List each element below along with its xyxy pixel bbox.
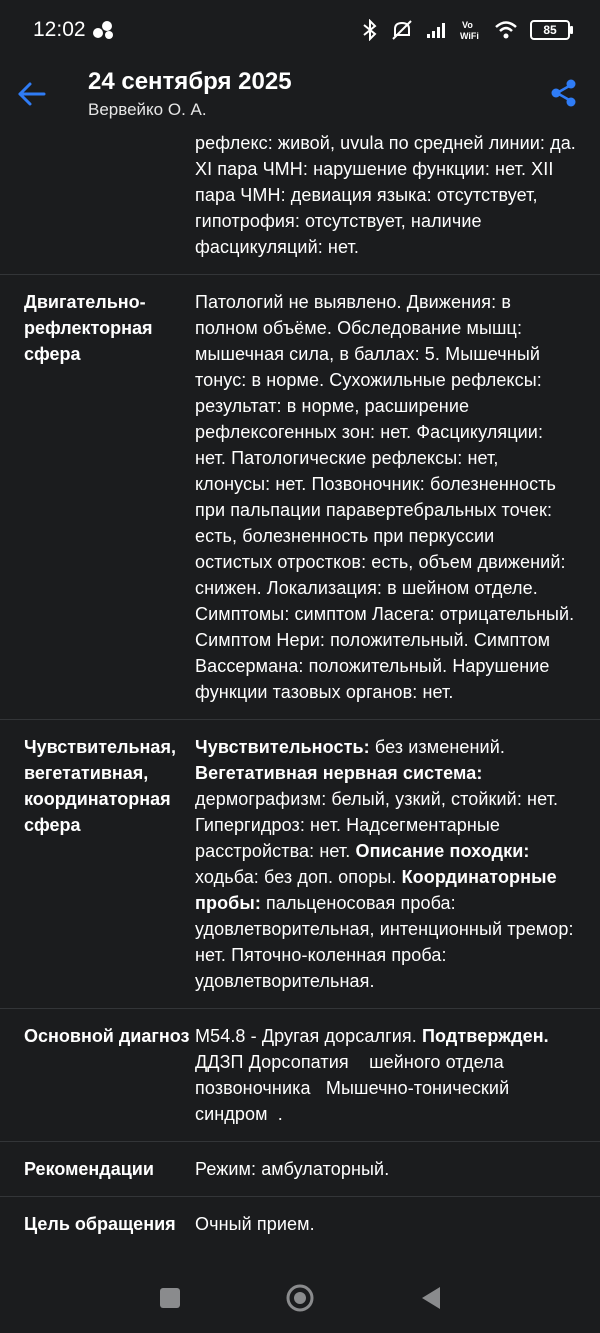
- status-bar: [0, 0, 600, 60]
- system-nav-bar: [0, 1267, 600, 1333]
- back-triangle-icon[interactable]: [420, 1285, 442, 1311]
- sensitivity-text: без изменений.: [369, 737, 505, 757]
- detail-row-sensory: [0, 720, 600, 1009]
- svg-text:Vo: Vo: [462, 20, 473, 30]
- row-value: Режим: амбулаторный.: [195, 1159, 390, 1179]
- app-bar: [0, 60, 600, 130]
- svg-text:WiFi: WiFi: [460, 31, 479, 41]
- autonomic-heading: Вегетативная нервная система:: [195, 763, 483, 783]
- row-value: рефлекс: живой, uvula по средней линии: да. XI пара ЧМН: нарушение функции: нет. XII пара ЧМН: девиация языка: отсутствует, гипотрофия: отсутствует, наличие фасцикуляций: нет.: [195, 133, 576, 257]
- detail-row-diagnosis: [0, 1009, 600, 1142]
- row-value: Очный прием.: [195, 1214, 315, 1234]
- detail-row-cranial-nerves: [0, 130, 600, 275]
- home-circle-icon[interactable]: [286, 1284, 314, 1312]
- examination-details[interactable]: [0, 130, 600, 1267]
- sensitivity-heading: Чувствительность:: [195, 737, 370, 757]
- share-icon[interactable]: [550, 78, 578, 108]
- page-title: 24 сентября 2025: [88, 68, 292, 95]
- detail-row-recommendations: [0, 1142, 600, 1197]
- recents-square-icon[interactable]: [160, 1288, 180, 1308]
- doctor-name: Вервейко О. А.: [88, 100, 207, 119]
- row-label: Чувствительная, вегетативная, координаторная сфера: [24, 737, 176, 835]
- row-value: [195, 1023, 576, 1127]
- app-dots-icon: [92, 20, 114, 40]
- autonomic-text: дермографизм: белый, узкий, стойкий: нет. Гипергидроз: нет. Надсегментарные расстройства: нет.: [195, 789, 559, 861]
- row-label: Основной диагноз: [24, 1026, 190, 1046]
- signal-icon: [426, 21, 448, 39]
- row-label: [24, 130, 195, 260]
- diagnosis-text: ДДЗП Дорсопатия шейного отдела позвоночника Мышечно-тонический синдром .: [195, 1026, 554, 1124]
- status-time: 12:02: [33, 18, 86, 41]
- battery-icon: [530, 20, 570, 40]
- row-label: Двигательно-рефлекторная сфера: [24, 292, 153, 364]
- gait-heading: Описание походки:: [355, 841, 530, 861]
- coordination-text: пальценосовая проба: удовлетворительная, интенционный тремор: нет. Пяточно-коленная проба: удовлетворительная.: [195, 893, 574, 991]
- detail-row-visit-purpose: [0, 1197, 600, 1251]
- volte-icon: [460, 19, 482, 41]
- row-value: Патологий не выявлено. Движения: в полном объёме. Обследование мышц: мышечная сила, в баллах: 5. Мышечный тонус: в норме. Сухожильные рефлексы: результат: в норме, расширение рефлексогенных зон: нет. Фасцикуляции: нет. Патологические рефлексы: нет, клонусы: нет. Позвоночник: болезненность при пальпации паравертебральных точек: есть, болезненность при перкуссии остистых отростков: есть, объем движений: снижен. Локализация: в шейном отделе. Симптомы: симптом Ласега: отрицательный. Симптом Нери: положительный. Симптом Вассермана: положительный. Нарушение функции тазовых органов: нет.: [195, 292, 575, 702]
- diagnosis-code: M54.8 - Другая дорсалгия.: [195, 1026, 422, 1046]
- detail-row-motor-reflex: [0, 275, 600, 720]
- diagnosis-status: Подтвержден.: [421, 1026, 549, 1046]
- row-value: [195, 734, 576, 994]
- back-arrow-icon[interactable]: [16, 78, 48, 110]
- gait-text: ходьба: без доп. опоры.: [195, 867, 402, 887]
- mute-icon: [390, 19, 414, 41]
- wifi-icon: [494, 20, 518, 40]
- bluetooth-icon: [362, 19, 378, 41]
- battery-level: 85: [543, 23, 557, 37]
- status-icons: [362, 16, 570, 44]
- coordination-heading: Координаторные пробы:: [195, 867, 557, 913]
- row-label: Цель обращения: [24, 1214, 176, 1234]
- row-label: Рекомендации: [24, 1159, 154, 1179]
